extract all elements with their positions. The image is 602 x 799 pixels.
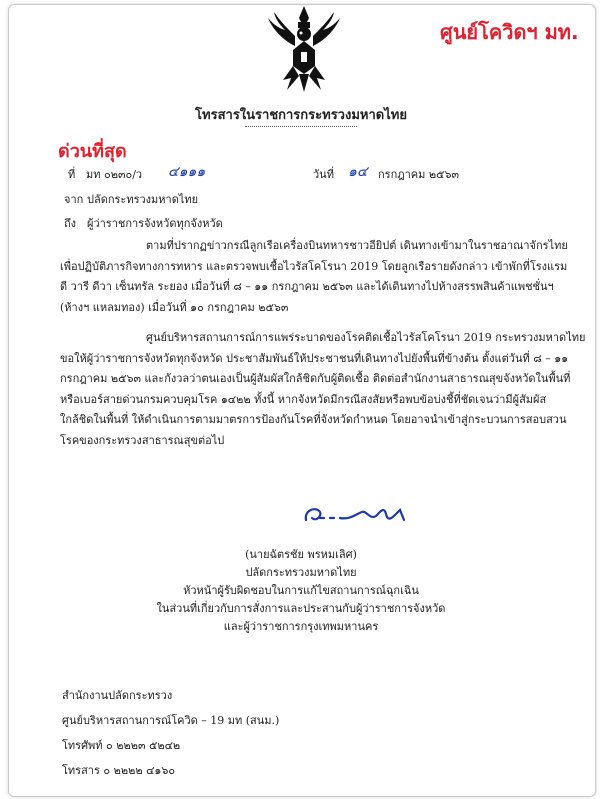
header-dotted-line <box>245 126 357 127</box>
to-label: ถึง <box>64 217 77 230</box>
covid-center-stamp: ศูนย์โควิดฯ มท. <box>440 20 579 44</box>
footer-fax: โทรสาร ๐ ๒๒๒๒ ๔๑๖๐ <box>62 764 176 777</box>
doc-number-prefix: มท ๐๒๓๐/ว <box>86 168 143 181</box>
signer-title: ปลัดกระทรวงมหาดไทย <box>245 566 357 579</box>
paragraph-line: ใกล้ชิดในพื้นที่ ให้ดำเนินการตามมาตรการป้องกันโรคที่จังหวัดกำหนด โดยอาจนำเข้าสู่กระบวนการสอบสวน <box>60 413 567 426</box>
footer-office: สำนักงานปลัดกระทรวง <box>62 689 173 702</box>
signer-block <box>0 546 602 636</box>
paragraph-line: เพื่อปฏิบัติภารกิจทางการทหาร และตรวจพบเชื้อไวรัสโคโรนา 2019 โดยลูกเรือรายดังกล่าว เข้าพักที่โรงแรม <box>60 259 568 273</box>
paragraph-line: กรกฎาคม ๒๕๖๓ และกังวลว่าตนเองเป็นผู้สัมผัสใกล้ชิดกับผู้ติดเชื้อ ติดต่อสำนักงานสาธารณสุขจังหวัดในพื้นที่ <box>60 372 571 385</box>
date-day-handwritten: ๑๔ <box>348 164 368 180</box>
paragraph-line: โรคของกระทรวงสาธารณสุขต่อไป <box>60 433 225 447</box>
date-label: วันที่ <box>313 168 334 181</box>
signer-title: และผู้ว่าราชการกรุงเทพมหานคร <box>223 620 379 633</box>
body-paragraph-2 <box>60 328 586 451</box>
from-label: จาก <box>64 193 84 206</box>
footer-center: ศูนย์บริหารสถานการณ์โควิด – 19 มท (สนม.) <box>62 714 280 727</box>
document-header: โทรสารในราชการกระทรวงมหาดไทย <box>195 108 407 123</box>
signer-name: (นายฉัตรชัย พรหมเลิศ) <box>245 548 357 561</box>
to-value: ผู้ว่าราชการจังหวัดทุกจังหวัด <box>87 217 223 230</box>
paragraph-line: ตามที่ปรากฏข่าวกรณีลูกเรือเครื่องบินทหารชาวอียิปต์ เดินทางเข้ามาในราชอาณาจักรไทย <box>146 239 568 252</box>
footer-phone: โทรศัพท์ ๐ ๒๒๒๓ ๕๒๔๒ <box>62 739 181 752</box>
date-month-year: กรกฎาคม ๒๕๖๓ <box>378 168 459 181</box>
paragraph-line: (ห้างฯ แหลมทอง) เมื่อวันที่ ๑๐ กรกฎาคม ๒๕๖๓ <box>60 300 289 314</box>
footer-block <box>62 683 279 783</box>
from-value: ปลัดกระทรวงมหาดไทย <box>87 193 199 206</box>
signature <box>300 498 420 532</box>
doc-number-handwritten: ๔๑๑๑ <box>168 164 206 180</box>
signer-title: หัวหน้าผู้รับผิดชอบในการแก้ไขสถานการณ์ฉุกเฉิน <box>183 584 419 597</box>
doc-number-label: ที่ <box>68 168 76 181</box>
garuda-emblem <box>265 4 343 94</box>
urgency-stamp: ด่วนที่สุด <box>58 141 127 162</box>
signer-title: ในส่วนที่เกี่ยวกับการสั่งการและประสานกับผู้ว่าราชการจังหวัด <box>156 602 446 615</box>
body-paragraph-1 <box>60 236 568 318</box>
paragraph-line: ขอให้ผู้ว่าราชการจังหวัดทุกจังหวัด ประชาสัมพันธ์ให้ประชาชนที่เดินทางไปยังพื้นที่ข้างต้น ตั้งแต่วันที่ ๘ – ๑๑ <box>60 351 569 365</box>
paragraph-line: ดี วารี ดีวา เซ็นทรัล ระยอง เมื่อวันที่ ๘ – ๑๑ กรกฎาคม ๒๕๖๓ และได้เดินทางไปห้างสรรพสินค้าแพชชั่นฯ <box>60 280 554 293</box>
paragraph-line: หรือเบอร์สายด่วนกรมควบคุมโรค ๑๔๒๒ ทั้งนี้ หากจังหวัดมีกรณีสงสัยหรือพบข้อบ่งชี้ที่ชัดเจนว่ามีผู้สัมผัส <box>60 392 547 406</box>
paragraph-line: ศูนย์บริหารสถานการณ์การแพร่ระบาดของโรคติดเชื้อไวรัสโคโรนา 2019 กระทรวงมหาดไทย <box>146 331 586 344</box>
